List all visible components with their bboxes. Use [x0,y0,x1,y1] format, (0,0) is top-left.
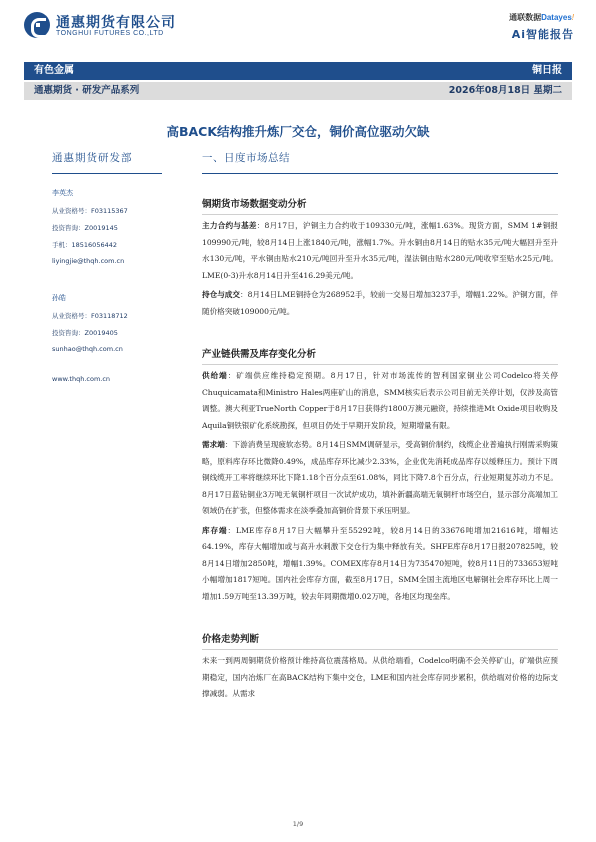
subsection-title: 铜期货市场数据变动分析 [202,196,558,215]
paragraph-text: 未来一到两周铜期货价格预计维持高位震荡格局。从供给端看，Codelco明确不会关停矿山，矿端供应预期稳定，国内冶炼厂在高BACK结构下集中交仓，LME和国内社会库存同步累积，供给端对价格的边际支撑减弱。从需求 [202,656,558,698]
paragraph [202,437,558,520]
analyst-email[interactable]: sunhao@thqh.com.cn [52,345,123,353]
report-header [0,0,596,52]
partner-suffix: ! [571,13,574,22]
report-title: 高BACK结构推升炼厂交仓，铜价高位驱动欠缺 [166,124,430,139]
partner-logo [509,12,574,23]
paragraph-label: 持仓与成交 [202,290,240,299]
analyst-cert: 从业资格号：F03115367 [52,207,128,215]
paragraph [202,218,558,284]
series-label: 通惠期货 · 研发产品系列 [34,85,140,96]
sidebar-heading: 通惠期货研发部 [52,150,162,174]
analyst-cert: 从业资格号：F03118712 [52,312,128,320]
subsection-title: 产业链供需及库存变化分析 [202,346,558,365]
analyst-name: 孙皓 [52,294,66,302]
paragraph [202,523,558,606]
ai-report-label: Ai智能报告 [511,28,574,41]
analyst-block [52,293,184,353]
partner-brand: Datayes [541,13,572,22]
company-logo-icon [24,12,50,38]
main-content [202,150,558,703]
partner-prefix: 通联数据 [509,13,542,22]
paragraph-label: 供给端 [202,371,228,380]
section-heading: 一、日度市场总结 [202,150,558,174]
report-type-label: 铜日报 [532,65,562,76]
analyst-consult: 投资咨询：Z0019405 [52,329,118,337]
company-name-cn: 通惠期货有限公司 [56,15,176,31]
paragraph-text: ：8月14日LME铜持仓为268952手，较前一交易日增加3237手，增幅1.22%。沪铜方面，伴随价格突破109000元/吨。 [202,290,558,316]
subsection-title: 价格走势判断 [202,631,558,650]
paragraph [202,653,558,703]
sector-label: 有色金属 [34,65,74,76]
paragraph-text: ：8月17日，沪铜主力合约收于109330元/吨，涨幅1.63%。现货方面，SMM 1#铜报109990元/吨，较8月14日上涨1840元/吨，涨幅1.7%。升水铜由8月14日的贴水35元/吨大幅回升至升水130元/吨，平水铜由贴水210元/吨回升至升水35元/吨，湿法铜由贴水280元/吨收窄至贴水25元/吨。LME(0-3)升水8月14日升至416.29美元/吨。 [202,221,558,280]
report-date: 2026年08月18日 星期二 [448,85,562,96]
sidebar [52,150,184,383]
analyst-consult: 投资咨询：Z0019145 [52,224,118,232]
paragraph-label: 库存端 [202,525,228,535]
analyst-email[interactable]: liyingjie@thqh.com.cn [52,257,125,265]
paragraph-label: 需求端 [202,440,225,449]
paragraph-text: ：LME库存8月17日大幅攀升至55292吨，较8月14日的33676吨增加21616吨，增幅达64.19%，库存大幅增加或与高升水刺激下交仓行为集中释放有关。SHFE库存8月17日报207825吨，较8月14日增加2850吨，增幅1.39%。COMEX库存8月14日为735470短吨，较8月11日的733653短吨小幅增加1817短吨。国内社会库存方面，截至8月17日，SMM全国主流地区电解铜社会库存环比上周一增加1.59万吨至13.39万吨，较去年同期微增0.02万吨，各地区均现垒库。 [202,525,558,601]
page-number: 1/9 [292,820,304,828]
paragraph-text: ：矿端供应维持稳定预期。8月17日，针对市场流传的智利国家铜业公司Codelco将关停Chuquicamata和Ministro Hales两座矿山的消息，SMM核实后表示公司目前无关停计划，仅涉及高管调整。澳大利亚TrueNorth Copper于8月17日获得约1800万澳元融资，持续推进Mt Oxide项目收购及Aquila铜铁银矿化系统勘探，但项目仍处于早期开发阶段，短期增量有限。 [202,371,559,430]
website-link[interactable]: www.thqh.com.cn [52,375,111,383]
paragraph [202,287,558,320]
analyst-name: 李英杰 [52,189,73,197]
paragraph [202,368,558,434]
series-band [24,82,572,100]
analyst-block [52,188,184,265]
analyst-phone: 手机：18516056442 [52,241,117,249]
paragraph-label: 主力合约与基差 [202,221,257,230]
paragraph-text: ：下游消费呈现疲软态势。8月14日SMM调研显示，受高铜价制约，线缆企业普遍执行刚需采购策略，原料库存环比微降0.49%，成品库存环比减少2.33%，企业优先消耗成品库存以缓释压力。预计下周铜线缆开工率将继续环比下降1.18个百分点至61.08%，同比下降7.8个百分点，行业短期复苏动力不足。8月17日蓝钻铜业3万吨无氧铜杆项目一次试炉成功，填补新疆高端无氧铜杆市场空白，显示部分高端加工领域仍在扩张，但整体需求在淡季叠加高铜价背景下承压明显。 [202,440,558,515]
sector-band [24,62,572,80]
company-name-en: TONGHUI FUTURES CO.,LTD [56,30,164,37]
